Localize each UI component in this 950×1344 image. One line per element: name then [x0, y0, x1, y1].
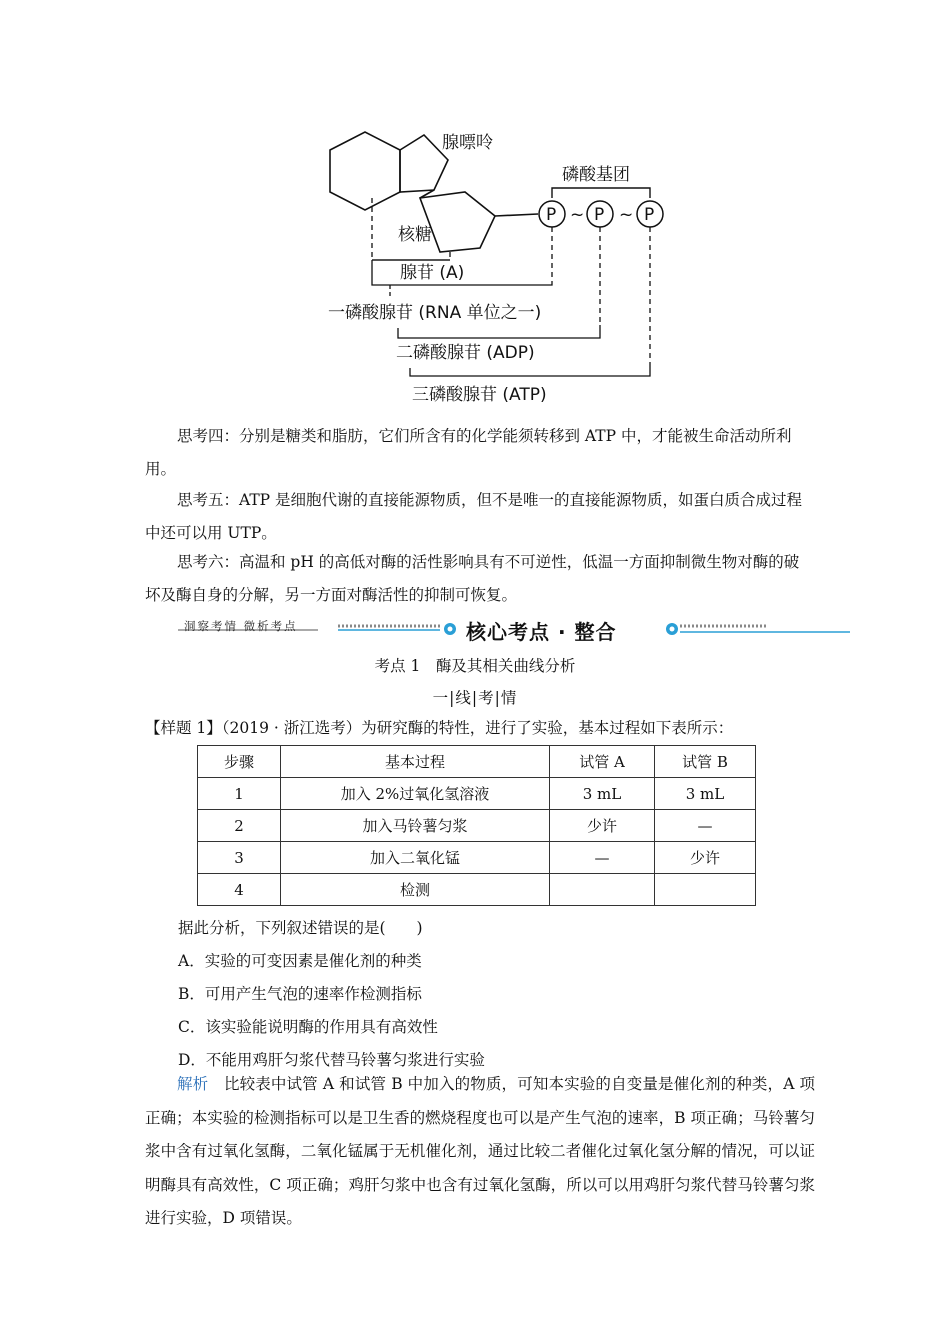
atp-structure-diagram — [300, 110, 680, 420]
table-cell: 少许 — [655, 842, 756, 874]
high-energy-bond-1: ~ — [570, 205, 585, 225]
table-cell: 2 — [198, 810, 281, 842]
phosphate-label-1: P — [546, 205, 557, 225]
analysis-block — [145, 1068, 815, 1236]
table-cell: 3 mL — [550, 778, 655, 810]
adenosine-label: 腺苷 (A) — [400, 263, 465, 283]
section-banner — [178, 616, 850, 646]
option-b: B．可用产生气泡的速率作检测指标 — [178, 985, 422, 1003]
sample-text: （2019 · 浙江选考）为研究酶的特性，进行了实验，基本过程如下表所示： — [221, 719, 734, 737]
table-header-cell: 试管 A — [550, 746, 655, 778]
table-row — [198, 874, 756, 906]
thought-6 — [145, 546, 810, 612]
table-cell: 加入 2%过氧化氢溶液 — [281, 778, 550, 810]
table-cell: — — [655, 810, 756, 842]
table-cell: 3 mL — [655, 778, 756, 810]
option-c: C．该实验能说明酶的作用具有高效性 — [178, 1018, 438, 1036]
thought-5-text: 思考五：ATP 是细胞代谢的直接能源物质，但不是唯一的直接能源物质，如蛋白质合成过程中还可以用 UTP。 — [145, 491, 803, 542]
table-row — [198, 810, 756, 842]
phosphate-group-label: 磷酸基团 — [562, 165, 630, 185]
purine-pentagon — [400, 135, 448, 192]
sample-question-header — [145, 716, 815, 738]
table-cell: 检测 — [281, 874, 550, 906]
adenine-label: 腺嘌呤 — [442, 133, 493, 153]
phosphate-label-2: P — [594, 205, 605, 225]
atp-label: 三磷酸腺苷 (ATP) — [412, 385, 547, 405]
option-d: D．不能用鸡肝匀浆代替马铃薯匀浆进行实验 — [178, 1051, 485, 1069]
ribose-label: 核糖 — [398, 225, 432, 245]
purine-hexagon — [330, 132, 400, 210]
question-block — [178, 912, 485, 1077]
option-a: A．实验的可变因素是催化剂的种类 — [178, 952, 422, 970]
thought-5 — [145, 484, 810, 550]
phosphate-label-3: P — [644, 205, 655, 225]
table-cell: 3 — [198, 842, 281, 874]
table-cell — [550, 874, 655, 906]
thought-6-text: 思考六：高温和 pH 的高低对酶的活性影响具有不可逆性，低温一方面抑制微生物对酶的破坏及酶自身的分解，另一方面对酶活性的抑制可恢复。 — [145, 553, 800, 604]
section-title: 考点 1 酶及其相关曲线分析 — [374, 657, 576, 675]
table-cell: 加入马铃薯匀浆 — [281, 810, 550, 842]
adp-label: 二磷酸腺苷 (ADP) — [396, 343, 535, 363]
table-cell: 加入二氧化锰 — [281, 842, 550, 874]
table-row — [198, 778, 756, 810]
table-header-row — [198, 746, 756, 778]
analysis-label: 解析 — [177, 1075, 209, 1093]
table-row — [198, 842, 756, 874]
banner-title: 核心考点 · 整合 — [466, 620, 617, 644]
amp-label: 一磷酸腺苷 (RNA 单位之一) — [328, 303, 542, 323]
thought-4-text: 思考四：分别是糖类和脂肪，它们所含有的化学能须转移到 ATP 中，才能被生命活动所利用。 — [145, 427, 792, 478]
adp-bracket — [398, 325, 600, 338]
atp-structure-svg — [300, 110, 680, 420]
analysis-text: 比较表中试管 A 和试管 B 中加入的物质，可知本实验的自变量是催化剂的种类，A 项正确；本实验的检测指标可以是卫生香的燃烧程度也可以是产生气泡的速率，B 项正确；马铃薯匀浆中含有过氧化氢酶，二氧化锰属于无机催化剂，通过比较二者催化过氧化氢分解的情况，可以证明酶具有高效性，C 项正确；鸡肝匀浆中也含有过氧化氢酶，所以可以用鸡肝匀浆代替马铃薯匀浆进行实验，D 项错误。 — [145, 1075, 815, 1227]
table-cell: 1 — [198, 778, 281, 810]
table-cell: 少许 — [550, 810, 655, 842]
banner-left-text: 洞察考情 微析考点 — [184, 619, 298, 633]
table-cell — [655, 874, 756, 906]
analysis-paragraph — [145, 1068, 815, 1236]
experiment-table — [197, 745, 756, 906]
high-energy-bond-2: ~ — [619, 205, 634, 225]
table-header-cell: 步骤 — [198, 746, 281, 778]
table-cell: — — [550, 842, 655, 874]
table-header-cell: 基本过程 — [281, 746, 550, 778]
section-subtitle: 一|线|考|情 — [432, 689, 518, 707]
thought-4 — [145, 420, 810, 486]
phosphate-group-bracket — [552, 188, 650, 198]
table-header-cell: 试管 B — [655, 746, 756, 778]
atp-bracket — [410, 365, 650, 376]
table-cell: 4 — [198, 874, 281, 906]
sample-label: 【样题 1】 — [145, 719, 222, 737]
question-stem: 据此分析，下列叙述错误的是( ) — [178, 919, 423, 937]
ribose-phosphate-bond — [495, 214, 538, 216]
